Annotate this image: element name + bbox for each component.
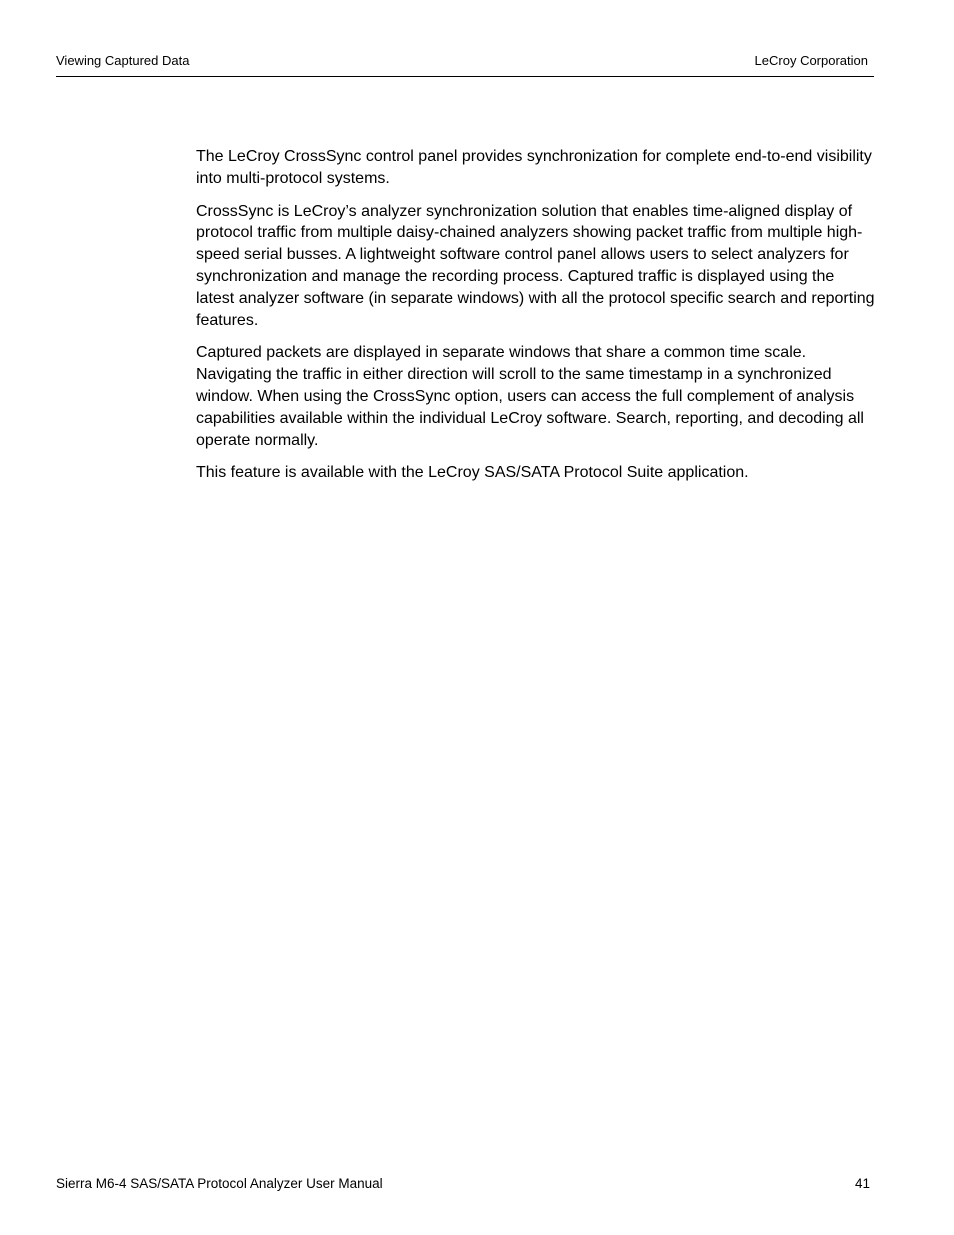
main-content [196,146,876,495]
paragraph-captured-packets: Captured packets are displayed in separate windows that share a common time scale. Navigating the traffic in either direction will scroll to the same timestamp in a synchronized window. When using the CrossSync option, users can access the full complement of analysis capabilities available within the individual LeCroy software. Search, reporting, and decoding all operate normally. [196,344,864,449]
header-company-name: LeCroy Corporation [754,53,868,68]
paragraph-crosssync-description: CrossSync is LeCroy’s analyzer synchronization solution that enables time-aligned display of protocol traffic from multiple daisy-chained analyzers showing packet traffic from multiple high-speed serial busses. A lightweight software control panel allows users to select analyzers for synchronization and manage the recording process. Captured traffic is displayed using the latest analyzer software (in separate windows) with all the protocol specific search and reporting features. [196,202,875,329]
header-section-title: Viewing Captured Data [56,53,190,68]
footer-manual-title: Sierra M6-4 SAS/SATA Protocol Analyzer User Manual [56,1176,383,1191]
footer-page-number: 41 [854,1176,870,1191]
paragraph-intro: The LeCroy CrossSync control panel provides synchronization for complete end-to-end visibility into multi-protocol systems. [196,148,872,187]
paragraph-availability: This feature is available with the LeCroy SAS/SATA Protocol Suite application. [196,464,749,482]
page-header [56,52,874,77]
